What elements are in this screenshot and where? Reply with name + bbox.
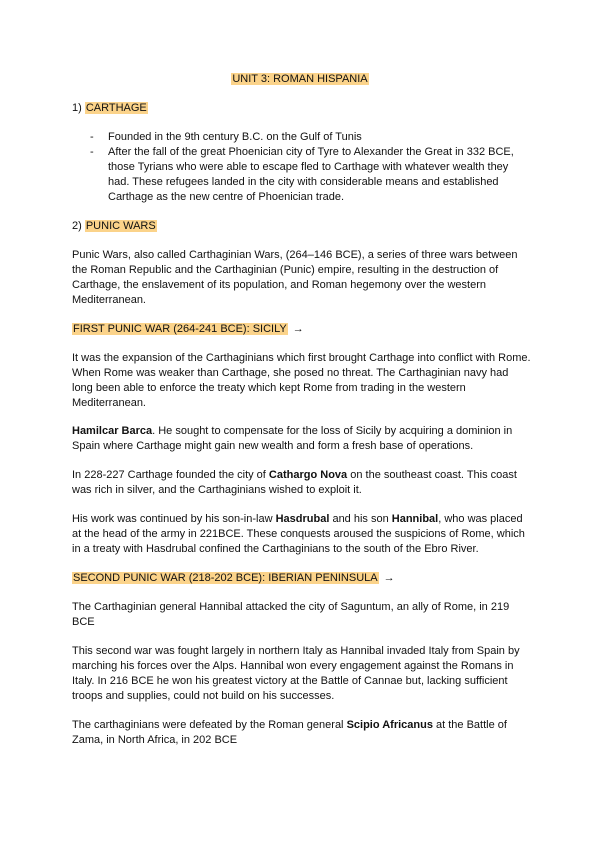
paragraph: Hamilcar Barca. He sought to compensate for the loss of Sicily by acquiring a dominion in Spain where Carthage might gain new wealth and form a fresh base of operations. — [72, 425, 513, 452]
subheading-first-punic-war — [72, 322, 304, 337]
bold-name: Hannibal — [391, 513, 439, 525]
section-number: 2) — [72, 220, 82, 232]
paragraph: The Carthaginian general Hannibal attacked the city of Saguntum, an ally of Rome, in 219 BCE — [72, 601, 510, 628]
section-heading-punic-wars — [72, 219, 157, 234]
bold-name: Hamilcar Barca — [72, 425, 153, 437]
section-number: 1) — [72, 102, 82, 114]
subheading-second-punic-war — [72, 571, 395, 586]
subheading-text: FIRST PUNIC WAR (264-241 BCE): SICILY — [73, 323, 287, 335]
page-title: UNIT 3: ROMAN HISPANIA — [232, 73, 368, 85]
paragraph: This second war was fought largely in northern Italy as Hannibal invaded Italy from Spain by marching his forces over the Alps. Hannibal won every engagement against the Romans in Italy. In 216 BCE he won his greatest victory at the Battle of Cannae but, lacking sufficient troops and supplies, could not build on his successes. — [72, 645, 520, 702]
bold-name: Cathargo Nova — [268, 469, 348, 481]
carthage-bullet-list — [90, 130, 530, 205]
paragraph: His work was continued by his son-in-law Hasdrubal and his son Hannibal, who was placed at the head of the army in 221BCE. These conquests aroused the suspicions of Rome, which in a treaty with Hasdrubal confined the Carthaginians to the south of the Ebro River. — [72, 513, 525, 555]
title-container — [0, 72, 600, 87]
section-title: PUNIC WARS — [85, 220, 156, 232]
arrow-right-icon: → — [383, 572, 395, 584]
list-item: - After the fall of the great Phoenician city of Tyre to Alexander the Great in 332 BCE, those Tyrians who were able to escape fled to Carthage with whatever wealth they had. These refugees landed in the city with considerable means and established Carthage as the new centre of Phoenician trade. — [90, 145, 530, 205]
paragraph: It was the expansion of the Carthaginians which first brought Carthage into conflict with Rome. When Rome was weaker than Carthage, she posed no threat. The Carthaginian navy had long been able to enforce the treaty which kept Rome from trading in the western Mediterranean. — [72, 352, 531, 409]
section-heading-carthage — [72, 101, 148, 116]
paragraph: The carthaginians were defeated by the Roman general Scipio Africanus at the Battle of Zama, in North Africa, in 202 BCE — [72, 719, 507, 746]
paragraph: In 228-227 Carthage founded the city of Cathargo Nova on the southeast coast. This coast was rich in silver, and the Carthaginians wished to exploit it. — [72, 469, 517, 496]
section-title: CARTHAGE — [85, 102, 147, 114]
arrow-right-icon: → — [292, 323, 304, 335]
subheading-text: SECOND PUNIC WAR (218-202 BCE): IBERIAN PENINSULA — [73, 572, 378, 584]
list-item: - Founded in the 9th century B.C. on the Gulf of Tunis — [90, 130, 530, 145]
bold-name: Hasdrubal — [275, 513, 330, 525]
paragraph: Punic Wars, also called Carthaginian Wars, (264–146 BCE), a series of three wars between the Roman Republic and the Carthaginian (Punic) empire, resulting in the destruction of Carthage, the enslavement of its population, and Roman hegemony over the western Mediterranean. — [72, 249, 518, 306]
bold-name: Scipio Africanus — [346, 719, 433, 731]
